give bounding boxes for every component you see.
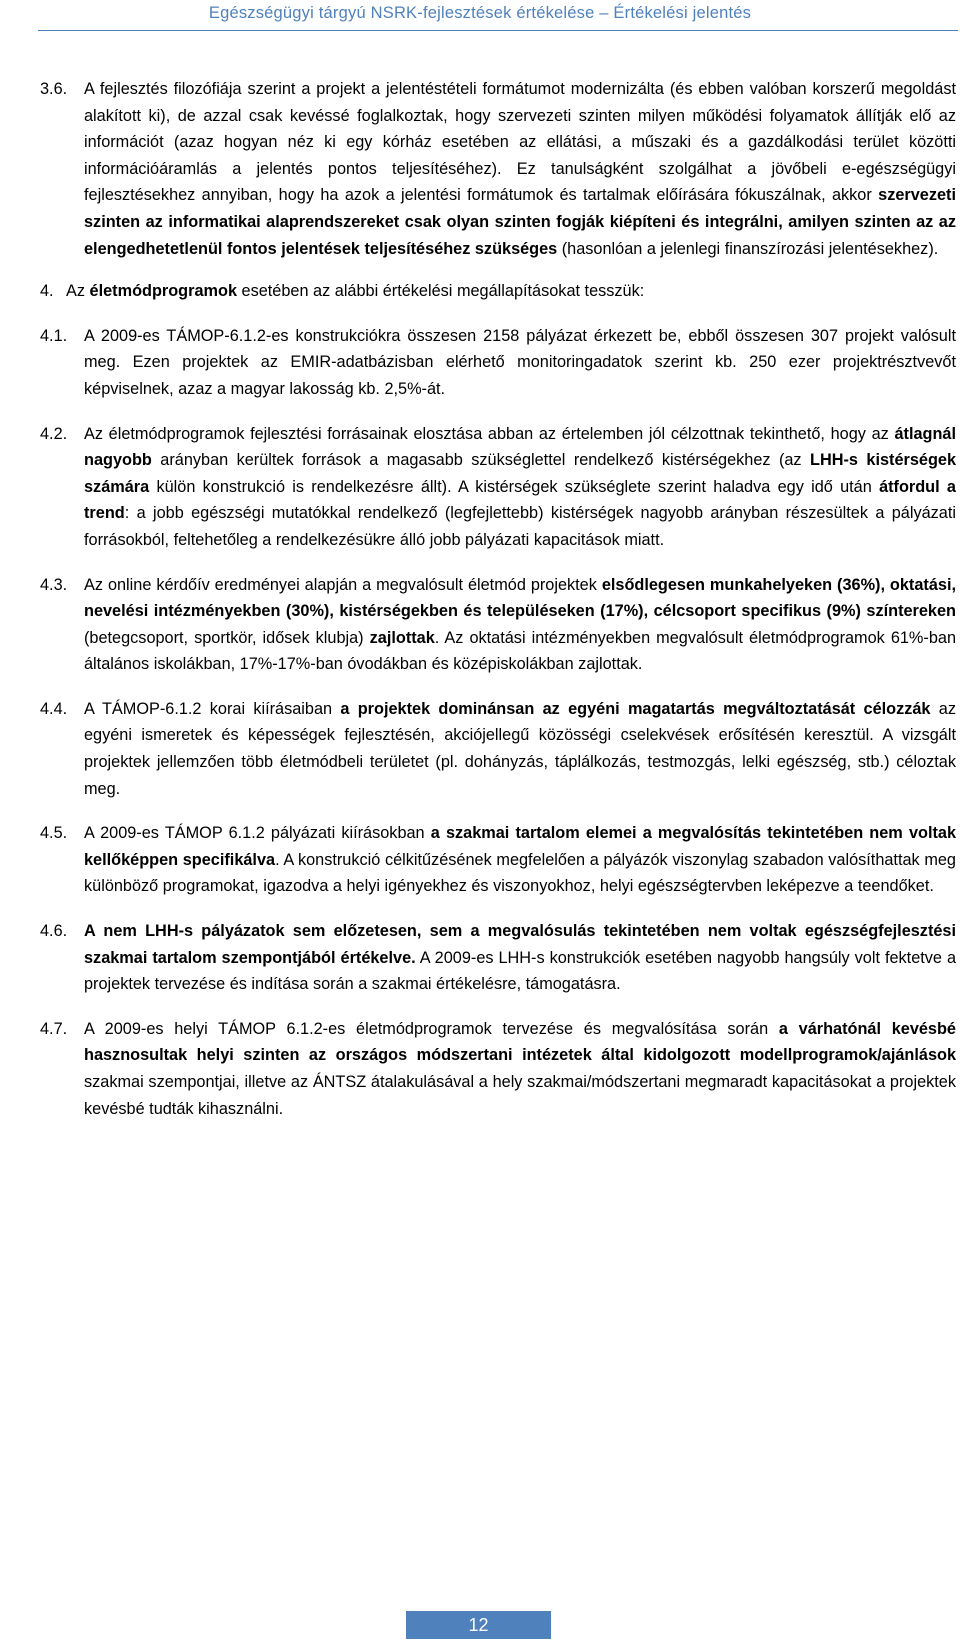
section-number: 4.4. [40, 699, 68, 718]
section-number: 4. [40, 282, 54, 301]
section-number: 4.3. [40, 575, 68, 594]
bold-run: zajlottak [369, 628, 435, 647]
bold-run: elsődlegesen munkahelyeken (36%), oktatási, nevelési intézményekben (30%), kistérségekben és településeken (17%), célcsoport specifikus (9%) színtereken [84, 575, 956, 621]
page-number: 12 [406, 1611, 551, 1639]
document-body [40, 76, 956, 1140]
section-text [84, 323, 956, 403]
bold-run: a várhatónál kevésbé hasznosultak helyi szinten az országos módszertani intézetek által kidolgozott modellprogramok/ajánlások [84, 1019, 956, 1065]
bold-run: átfordul a trend [84, 477, 956, 523]
text-run: (hasonlóan a jelenlegi finanszírozási jelentésekhez). [557, 239, 939, 258]
running-header: Egészségügyi tárgyú NSRK-fejlesztések értékelése – Értékelési jelentés [208, 4, 752, 22]
bold-run: átlagnál nagyobb [84, 424, 956, 470]
text-run: A fejlesztés filozófiája szerint a projekt a jelentéstételi formátumot modernizálta (és ebben valóban korszerű megoldást alakított ki), de azzal csak kevéssé foglalkoztak, hogy szervezeti szinten milyen működési folyamatok állítják elő az információt (azaz hogyan néz ki egy kórház esetében az ellátási, a műszaki és a gazdálkodási terület közötti információáramlás a jelentés pontos teljesítéséhez). Ez tanulságként szolgálhat a jövőbeli e-egészségügyi fejlesztésekhez annyiban, hogy ha azok a jelentési formátumok és tartalmak előírására fókuszálnak, akkor [84, 80, 956, 205]
text-run: Az életmódprogramok fejlesztési forrásainak elosztása abban az értelemben jól célzottnak tekinthető, hogy az [84, 424, 895, 443]
section-text [84, 1016, 956, 1122]
section-text [84, 820, 956, 900]
bold-run: a szakmai tartalom elemei a megvalósítás tekintetében nem voltak kellőképpen specifikálva [84, 824, 956, 869]
section-number: 4.6. [40, 922, 68, 941]
text-run: arányban kerültek források a magasabb szükséglettel rendelkező kistérségekhez (az [151, 451, 811, 470]
text-run: az egyéni ismeretek és képességek fejlesztésén, akciójellegű közösségi cselekvések erősítésén keresztül. A vizsgált projektek jellemzően több életmódbeli területet (pl. dohányzás, táplálkozás, testmozgás, lelki egészség, stb.) céloztak meg. [84, 699, 956, 798]
text-run: : a jobb egészségi mutatókkal rendelkező (legfejlettebb) kistérségek nagyobb arányban részesültek a pályázati forrásokból, feltehetőleg a rendelkezésükre álló jobb pályázati kapacitások miatt. [84, 504, 956, 549]
section-4-7 [40, 1016, 956, 1122]
bold-run: életmódprogramok [89, 282, 237, 301]
section-4 [40, 278, 956, 305]
section-text [84, 76, 956, 262]
section-4-1 [40, 323, 956, 403]
section-4-6 [40, 918, 956, 998]
text-run: külön konstrukció is rendelkezésre állt). A kistérségek szükséglete szerint haladva egy idő után [149, 477, 880, 496]
section-text [66, 278, 956, 305]
header-divider [38, 30, 958, 31]
text-run: (betegcsoport, sportkör, idősek klubja) [84, 628, 370, 647]
section-number: 4.7. [40, 1019, 68, 1038]
section-4-2 [40, 421, 956, 554]
text-run: A 2009-es helyi TÁMOP 6.1.2-es életmódprogramok tervezése és megvalósítása során [84, 1019, 779, 1038]
text-run: szakmai szempontjai, illetve az ÁNTSZ átalakulásával a hely szakmai/módszertani megmaradt kapacitásokat a projektek kevésbé tudták kihasználni. [84, 1073, 956, 1118]
bold-run: LHH-s kistérségek számára [84, 451, 957, 496]
section-text [84, 572, 956, 678]
section-number: 4.1. [40, 326, 68, 345]
text-run: A 2009-es TÁMOP 6.1.2 pályázati kiírásokban [84, 824, 431, 843]
section-number: 4.2. [40, 424, 68, 443]
section-3-6 [40, 76, 956, 262]
text-run: . Az oktatási intézményekben megvalósult életmódprogramok 61%-ban általános iskolákban, 17%-17%-ban óvodákban és középiskolákban zajlottak. [84, 628, 956, 674]
section-4-3 [40, 572, 956, 678]
text-run: A TÁMOP-6.1.2 korai kiírásaiban [84, 699, 341, 718]
section-number: 4.5. [40, 824, 68, 843]
text-run: . A konstrukció célkitűzésének megfelelően a pályázók viszonylag szabadon valósíthattak meg különböző programokat, igazodva a helyi igényekhez és viszonyokhoz, helyi egészségtervben leképezve a teendőket. [84, 850, 956, 896]
section-text [84, 918, 956, 998]
section-4-5 [40, 820, 956, 900]
section-text [84, 421, 956, 554]
text-run: Az online kérdőív eredményei alapján a megvalósult életmód projektek [84, 575, 602, 594]
section-number: 3.6. [40, 80, 68, 98]
text-run: A 2009-es LHH-s konstrukciók esetében nagyobb hangsúly volt fektetve a projektek tervezése és indítása során a szakmai értékelésre, támogatásra. [84, 948, 957, 994]
section-4-4 [40, 696, 956, 802]
section-text [84, 696, 956, 802]
bold-run: szervezeti szinten az informatikai alaprendszereket csak olyan szinten fogják kiépíteni és integrálni, amilyen szinten az az elengedhetetlenül fontos jelentések teljesítéséhez szükséges [84, 186, 956, 258]
text-run: esetében az alábbi értékelési megállapításokat tesszük: [237, 282, 645, 301]
bold-run: A nem LHH-s pályázatok sem előzetesen, sem a megvalósulás tekintetében nem voltak egészségfejlesztési szakmai tartalom szempontjából értékelve. [84, 922, 956, 967]
bold-run: a projektek dominánsan az egyéni magatartás megváltoztatását célozzák [340, 699, 931, 718]
text-run: A 2009-es TÁMOP-6.1.2-es konstrukciókra összesen 2158 pályázat érkezett be, ebből összesen 307 projekt valósult meg. Ezen projektek az EMIR-adatbázisban elérhető monitoringadatok szerint kb. 250 ezer projektrésztvevőt képviselnek, azaz a magyar lakosság kb. 2,5%-át. [84, 326, 956, 398]
text-run: Az [66, 282, 90, 301]
